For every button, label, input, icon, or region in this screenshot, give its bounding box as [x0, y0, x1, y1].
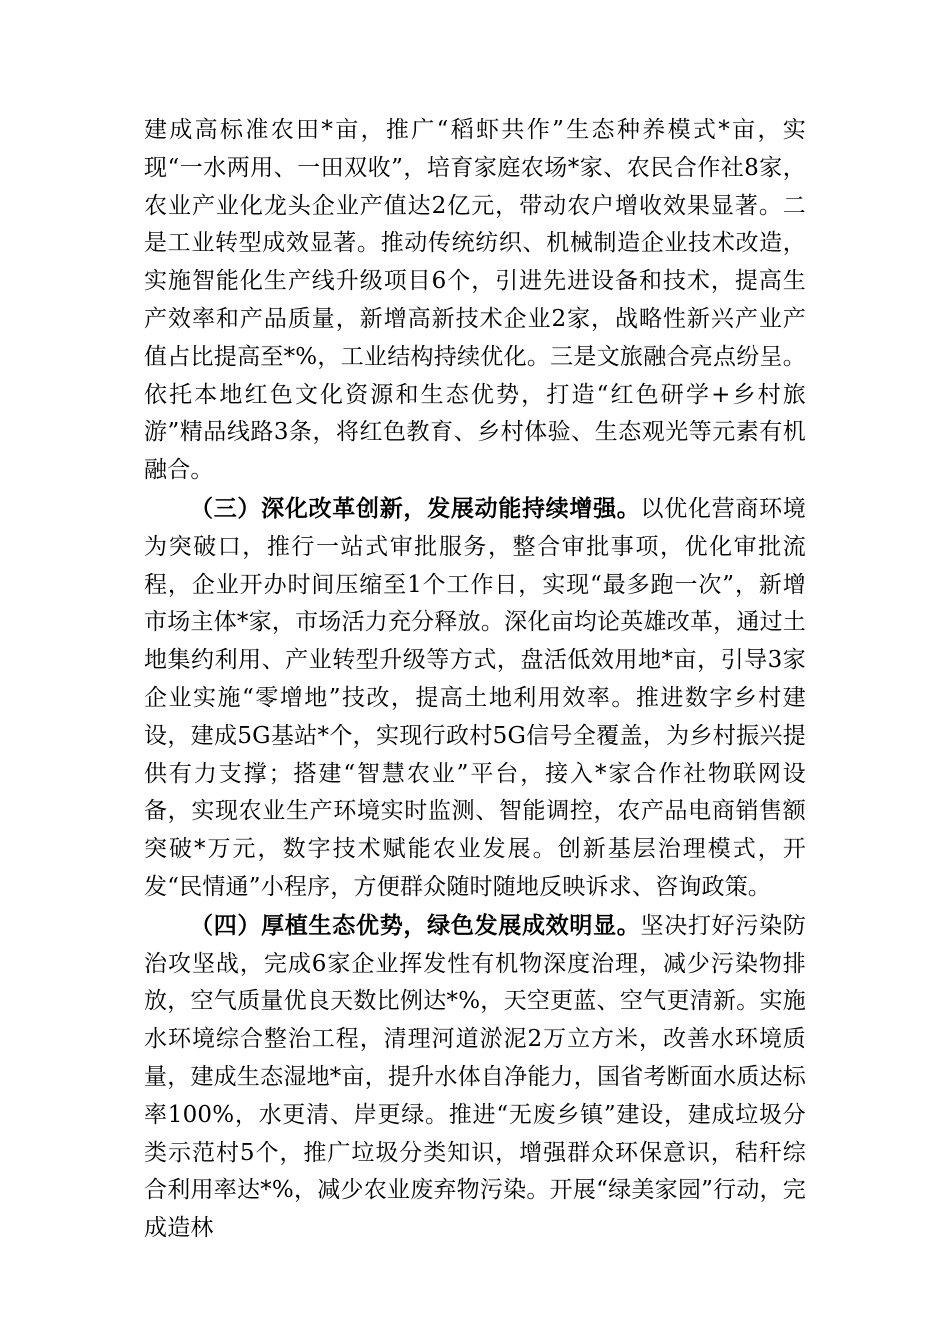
paragraph-body: 以优化营商环境为突破口，推行一站式审批服务，整合审批事项，优化审批流程，企业开办时间压缩至1个工作日，实现“最多跑一次”，新增市场主体*家，市场活力充分释放。深化亩均论英雄改革，通过土地集约利用、产业转型升级等方式，盘活低效用地*亩，引导3家企业实施“零增地”技改，提高土地利用效率。推进数字乡村建设，建成5G基站*个，实现行政村5G信号全覆盖，为乡村振兴提供有力支撑；搭建“智慧农业”平台，接入*家合作社物联网设备，实现农业生产环境实时监测、智能调控，农产品电商销售额突破*万元，数字技术赋能农业发展。创新基层治理模式，开发“民情通”小程序，方便群众随时随地反映诉求、咨询政策。 — [144, 495, 806, 900]
paragraph-ecology — [144, 907, 806, 1248]
paragraph-reform — [144, 490, 806, 907]
section-heading-ecology: （四）厚植生态优势，绿色发展成效明显。 — [190, 911, 641, 939]
section-heading-reform: （三）深化改革创新，发展动能持续增强。 — [190, 494, 641, 522]
paragraph-body: 建成高标准农田*亩，推广“稻虾共作”生态种养模式*亩，实现“一水两用、一田双收”，培育家庭农场*家、农民合作社8家，农业产业化龙头企业产值达2亿元，带动农户增收效果显著。二是工业转型成效显著。推动传统纺织、机械制造企业技术改造，实施智能化生产线升级项目6个，引进先进设备和技术，提高生产效率和产品质量，新增高新技术企业2家，战略性新兴产业产值占比提高至*%，工业结构持续优化。三是文旅融合亮点纷呈。依托本地红色文化资源和生态优势，打造“红色研学+乡村旅游”精品线路3条，将红色教育、乡村体验、生态观光等元素有机融合。 — [144, 117, 806, 484]
paragraph-industry — [144, 112, 806, 490]
paragraph-body: 坚决打好污染防治攻坚战，完成6家企业挥发性有机物深度治理，减少污染物排放，空气质量优良天数比例达*%，天空更蓝、空气更清新。实施水环境综合整治工程，清理河道淤泥2万立方米，改善水环境质量，建成生态湿地*亩，提升水体自净能力，国省考断面水质达标率100%，水更清、岸更绿。推进“无废乡镇”建设，建成垃圾分类示范村5个，推广垃圾分类知识，增强群众环保意识，秸秆综合利用率达*%，减少农业废弃物污染。开展“绿美家园”行动，完成造林 — [144, 912, 806, 1242]
document-page — [144, 112, 806, 1248]
